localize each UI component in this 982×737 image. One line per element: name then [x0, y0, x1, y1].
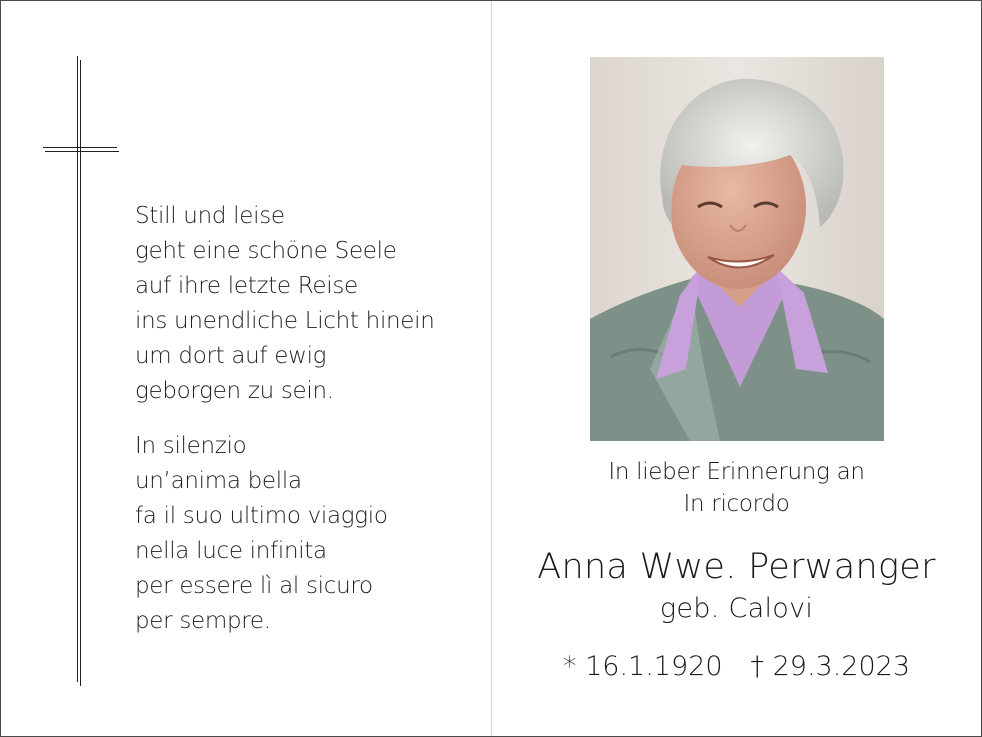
poem-line: geborgen zu sein.: [135, 378, 334, 404]
poem-italian: [135, 429, 475, 639]
poem-line: per essere lì al sicuro: [135, 573, 373, 599]
cross-icon: [41, 56, 121, 686]
portrait-photo: [590, 57, 884, 441]
life-dates: [492, 651, 981, 682]
poem-line: um dort auf ewig: [135, 343, 327, 369]
poem-line: fa il suo ultimo viaggio: [135, 503, 388, 529]
poem-line: geht eine schöne Seele: [135, 238, 397, 264]
poem-line: ins unendliche Licht hinein: [135, 308, 435, 334]
poem-line: In silenzio: [135, 433, 247, 459]
deceased-name: Anna Wwe. Perwanger: [537, 547, 936, 587]
birth-date: * 16.1.1920: [563, 651, 723, 682]
memory-heading-german: In lieber Erinnerung an: [608, 459, 865, 485]
poem-line: nella luce infinita: [135, 538, 327, 564]
maiden-name: geb. Calovi: [659, 593, 814, 624]
poem-line: un’anima bella: [135, 468, 302, 494]
left-panel: [1, 1, 491, 736]
poem-line: Still und leise: [135, 203, 285, 229]
poem-german: [135, 199, 475, 409]
death-date: † 29.3.2023: [750, 651, 910, 682]
poem-line: per sempre.: [135, 608, 271, 634]
right-panel: [492, 1, 981, 736]
poem-line: auf ihre letzte Reise: [135, 273, 358, 299]
memory-heading-italian: In ricordo: [683, 491, 790, 517]
